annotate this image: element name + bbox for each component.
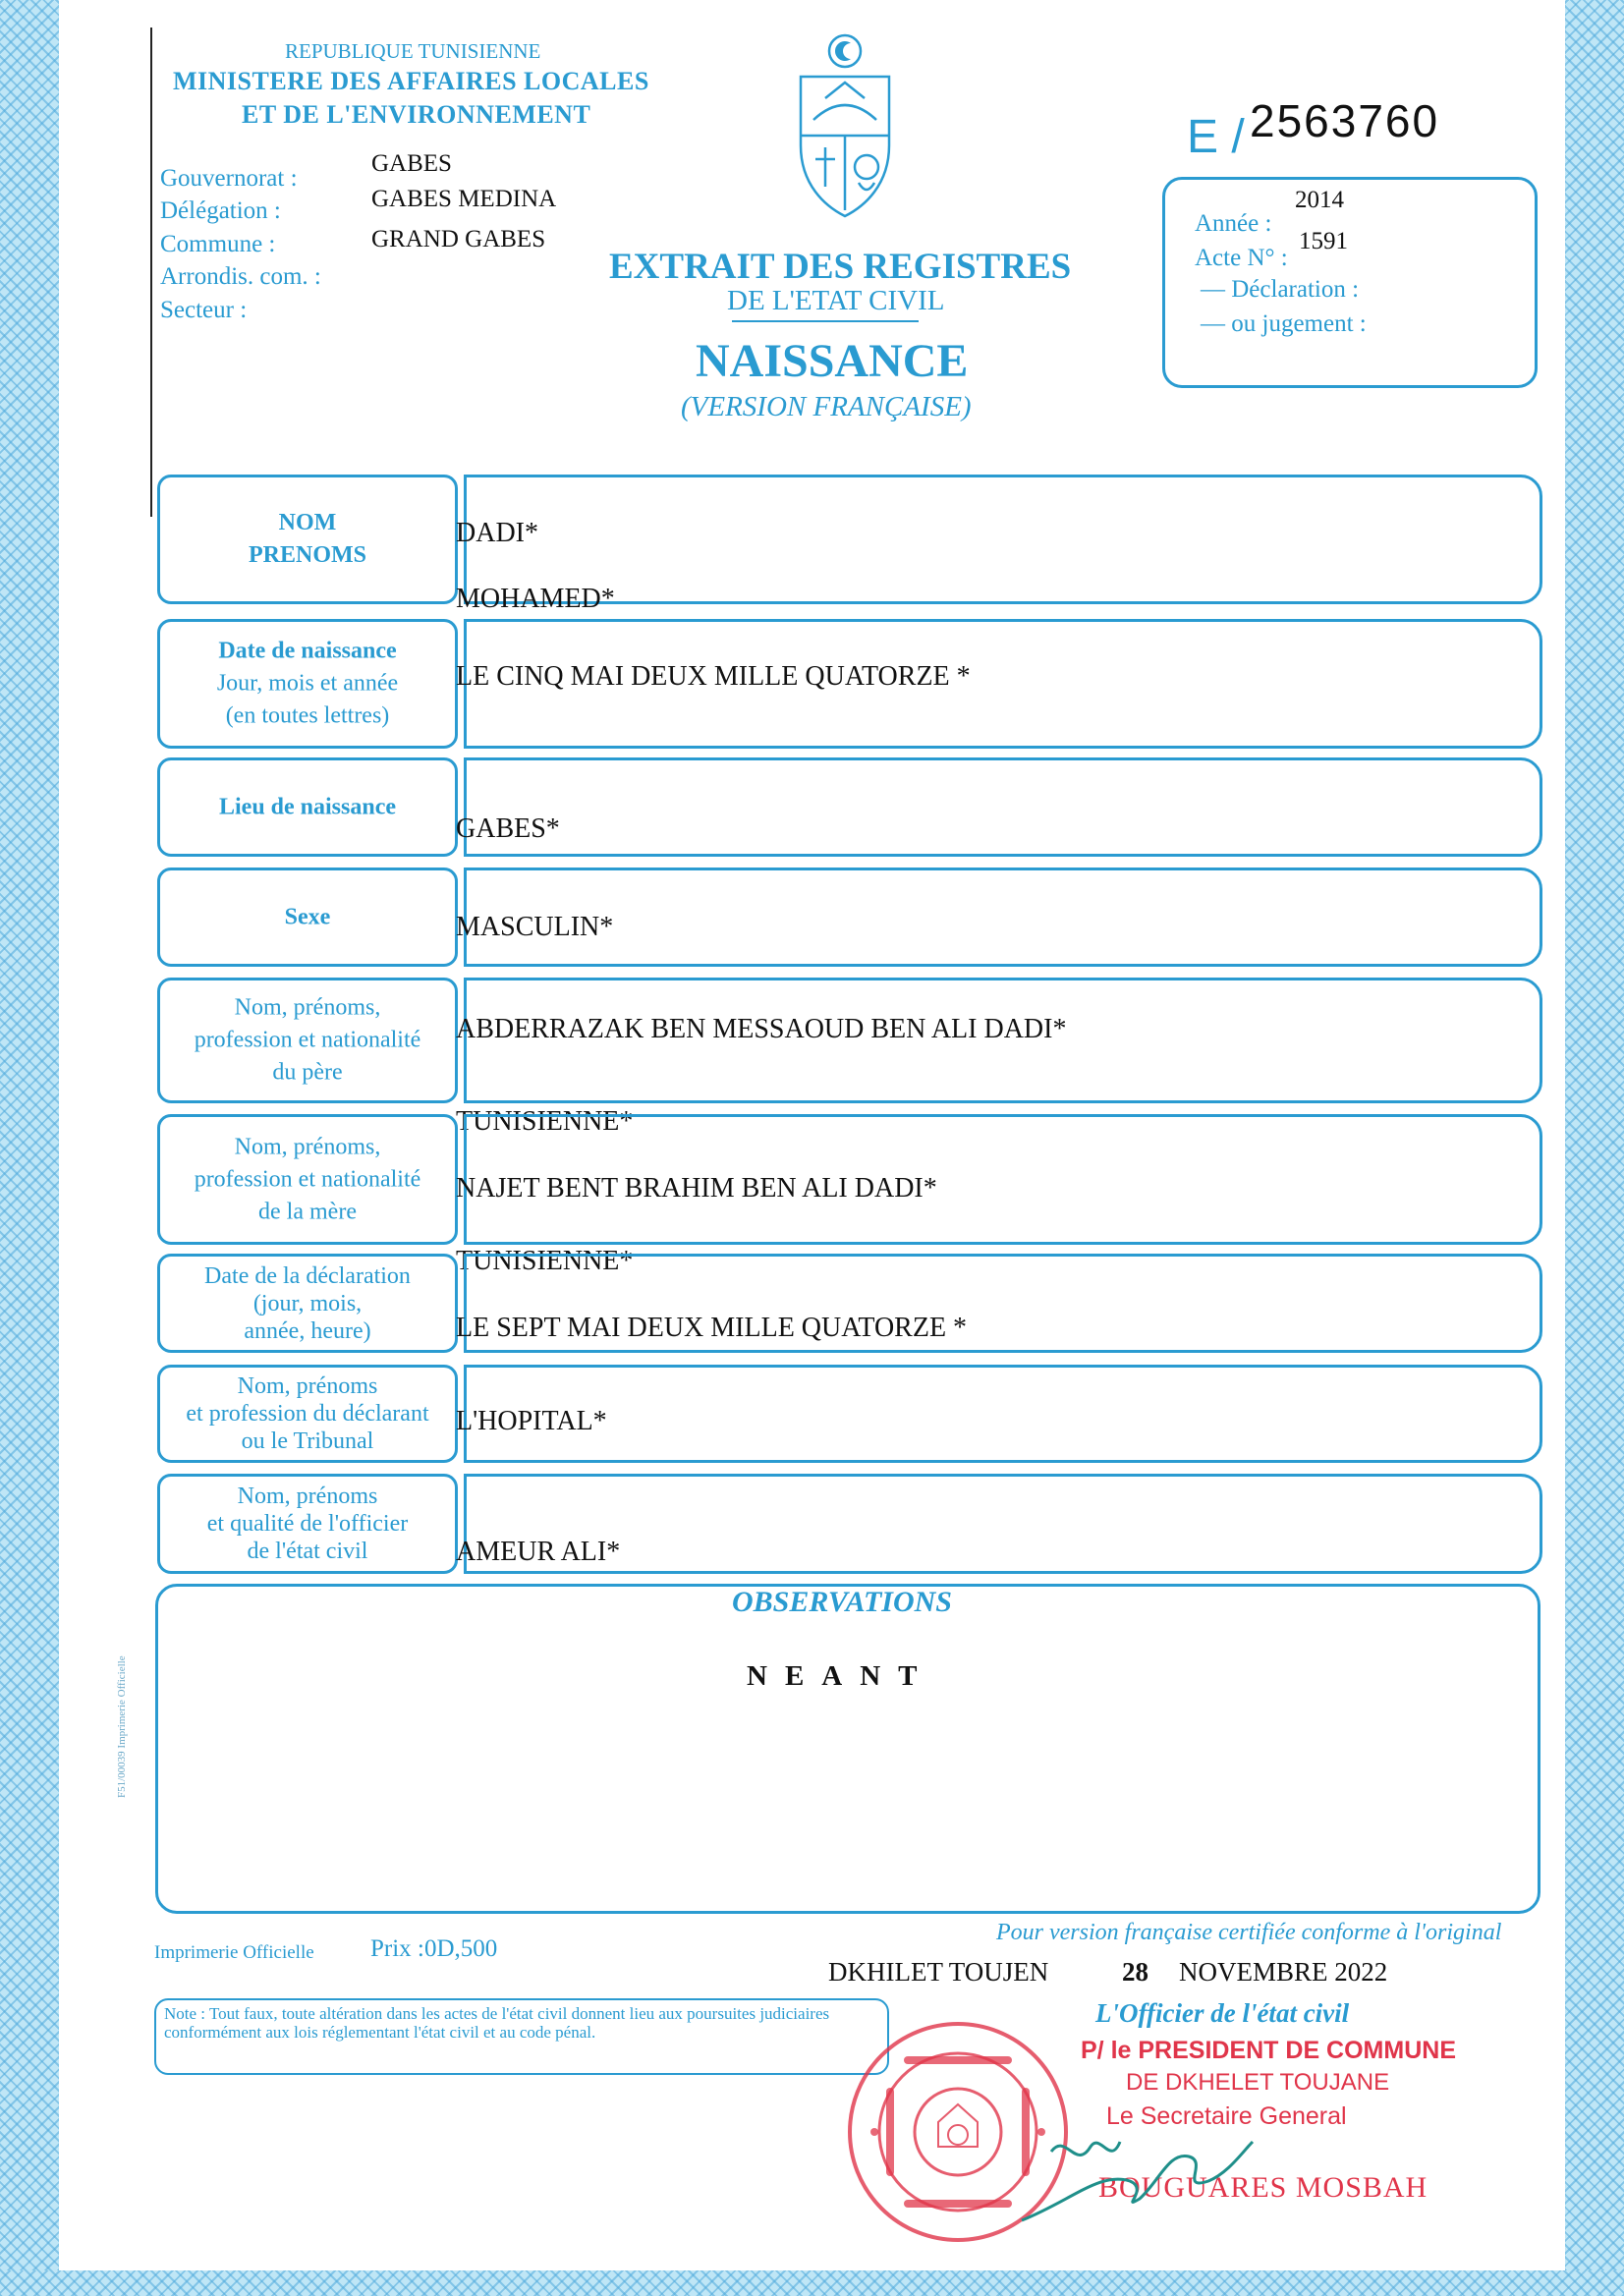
certification-note: Pour version française certifiée conforme à l'original bbox=[996, 1920, 1502, 1945]
annee-label: Année : bbox=[1195, 210, 1272, 237]
subtitle-underline bbox=[732, 320, 919, 322]
row-lieu-naissance bbox=[157, 757, 1542, 857]
declarant-label-2: et profession du déclarant bbox=[186, 1401, 429, 1427]
declaration-value: LE SEPT MAI DEUX MILLE QUATORZE * bbox=[456, 1313, 968, 1343]
row-declarant bbox=[157, 1365, 1542, 1463]
pere-name-value: ABDERRAZAK BEN MESSAOUD BEN ALI DADI* bbox=[456, 1014, 1067, 1044]
officer-title: L'Officier de l'état civil bbox=[1095, 1998, 1350, 2028]
serial-prefix: E / bbox=[1187, 111, 1245, 163]
prix-label: Prix : bbox=[370, 1935, 424, 1962]
row-sexe bbox=[157, 868, 1542, 967]
declarant-value: L'HOPITAL* bbox=[456, 1406, 607, 1436]
date-naissance-sublabel: Jour, mois et année bbox=[216, 670, 399, 697]
officier-label-2: et qualité de l'officier bbox=[206, 1511, 409, 1537]
printer-side-note: F51/00039 Imprimerie Officielle bbox=[116, 1655, 128, 1798]
declaration-type-label: — Déclaration : bbox=[1201, 276, 1360, 303]
document-type: NAISSANCE bbox=[696, 335, 969, 387]
pere-label-1: Nom, prénoms, bbox=[234, 994, 381, 1021]
officier-value: AMEUR ALI* bbox=[456, 1537, 621, 1567]
observations-title: OBSERVATIONS bbox=[732, 1586, 952, 1618]
stamp-line-3: Le Secretaire General bbox=[1106, 2102, 1347, 2130]
annee-value: 2014 bbox=[1295, 187, 1344, 213]
declarant-label-1: Nom, prénoms bbox=[237, 1373, 378, 1399]
acte-number-label: Acte N° : bbox=[1195, 245, 1288, 271]
issue-place: DKHILET TOUJEN bbox=[828, 1957, 1049, 1987]
document-subtitle: DE L'ETAT CIVIL bbox=[727, 285, 945, 316]
issue-month-year: NOVEMBRE 2022 bbox=[1179, 1957, 1388, 1987]
prix-value: 0D,500 bbox=[424, 1935, 498, 1962]
date-naissance-note: (en toutes lettres) bbox=[225, 702, 390, 729]
stamp-line-1: P/ le PRESIDENT DE COMMUNE bbox=[1081, 2037, 1456, 2064]
row-officier bbox=[157, 1474, 1542, 1574]
decorative-border-right bbox=[1565, 0, 1624, 2296]
delegation-value: GABES MEDINA bbox=[371, 186, 557, 212]
ministry-line-1: MINISTERE DES AFFAIRES LOCALES bbox=[173, 67, 649, 95]
handwritten-signature-icon bbox=[1012, 2112, 1258, 2240]
nom-value: DADI* bbox=[456, 518, 538, 548]
mere-label-1: Nom, prénoms, bbox=[234, 1134, 381, 1159]
lieu-label: Lieu de naissance bbox=[218, 794, 397, 819]
declaration-label-3: année, heure) bbox=[244, 1317, 371, 1344]
arrondissement-label: Arrondis. com. : bbox=[160, 263, 321, 290]
gouvernorat-value: GABES bbox=[371, 150, 452, 177]
gouvernorat-label: Gouvernorat : bbox=[160, 165, 298, 192]
observations-box bbox=[155, 1584, 1540, 1914]
mere-name-value: NAJET BENT BRAHIM BEN ALI DADI* bbox=[456, 1173, 937, 1204]
ministry-line-2: ET DE L'ENVIRONNEMENT bbox=[242, 100, 591, 129]
prenoms-value: MOHAMED* bbox=[456, 584, 615, 614]
declaration-label-2: (jour, mois, bbox=[252, 1290, 363, 1316]
prenoms-label: PRENOMS bbox=[249, 542, 366, 568]
issue-day: 28 bbox=[1122, 1957, 1148, 1987]
header-divider-line bbox=[150, 28, 152, 517]
mere-label-3: de la mère bbox=[258, 1199, 357, 1224]
officier-label-3: de l'état civil bbox=[247, 1539, 368, 1564]
commune-value: GRAND GABES bbox=[371, 226, 546, 252]
delegation-label: Délégation : bbox=[160, 197, 281, 224]
republic-label: REPUBLIQUE TUNISIENNE bbox=[285, 39, 541, 63]
secteur-label: Secteur : bbox=[160, 297, 248, 323]
acte-number-value: 1591 bbox=[1299, 228, 1348, 254]
jugement-type-label: — ou jugement : bbox=[1201, 310, 1367, 337]
commune-label: Commune : bbox=[160, 231, 276, 257]
serial-number: 2563760 bbox=[1250, 95, 1440, 146]
declarant-label-3: ou le Tribunal bbox=[241, 1428, 374, 1454]
sexe-value: MASCULIN* bbox=[456, 912, 614, 942]
stamp-line-2: DE DKHELET TOUJANE bbox=[1126, 2069, 1390, 2096]
row-nom-prenoms bbox=[157, 475, 1542, 604]
declaration-label-1: Date de la déclaration bbox=[204, 1262, 411, 1289]
nom-label: NOM bbox=[278, 510, 337, 535]
stamp-name: BOUGUARES MOSBAH bbox=[1098, 2171, 1428, 2204]
date-naissance-label: Date de naissance bbox=[218, 638, 397, 664]
officier-label-1: Nom, prénoms bbox=[237, 1484, 378, 1509]
pere-label-3: du père bbox=[272, 1059, 343, 1086]
lieu-value: GABES* bbox=[456, 813, 560, 844]
legal-note-box bbox=[154, 1998, 889, 2075]
document-title: EXTRAIT DES REGISTRES bbox=[609, 247, 1072, 287]
document-version: (VERSION FRANÇAISE) bbox=[681, 391, 972, 422]
sexe-label: Sexe bbox=[284, 904, 331, 929]
mere-label-2: profession et nationalité bbox=[194, 1166, 421, 1192]
observations-value: NEANT bbox=[747, 1660, 935, 1692]
decorative-border-bottom bbox=[0, 2270, 1624, 2296]
imprimerie-label: Imprimerie Officielle bbox=[154, 1942, 314, 1963]
tunisian-coat-of-arms-icon bbox=[786, 29, 904, 226]
mere-nationality-value: TUNISIENNE* bbox=[456, 1246, 634, 1276]
decorative-border-left bbox=[0, 0, 59, 2296]
date-naissance-value: LE CINQ MAI DEUX MILLE QUATORZE * bbox=[456, 661, 971, 692]
pere-label-2: profession et nationalité bbox=[194, 1027, 421, 1053]
pere-nationality-value: TUNISIENNE* bbox=[456, 1106, 634, 1137]
legal-note-text: Note : Tout faux, toute altération dans les actes de l'état civil donnent lieu aux poursuites judiciaires conformément aux lois réglementant l'état civil et au code pénal. bbox=[164, 2004, 830, 2042]
